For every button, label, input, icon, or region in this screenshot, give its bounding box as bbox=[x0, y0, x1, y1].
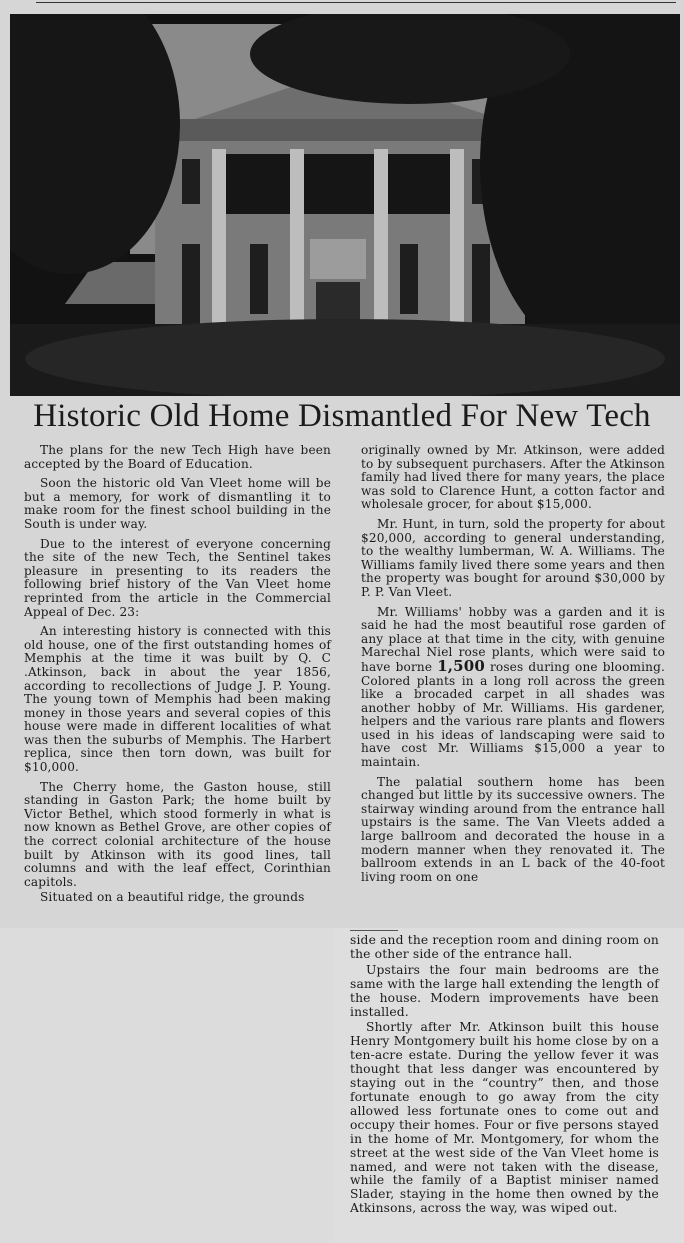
roses-count: 1,500 bbox=[437, 656, 485, 675]
continuation-column bbox=[350, 934, 659, 1218]
top-rule-divider bbox=[36, 2, 676, 3]
paragraph: Mr. Hunt, in turn, sold the property for about $20,000, according to general understanding, to the wealthy lumberman, W. A. Williams. The Williams family lived there some years and then the property was bought for around $30,000 by P. P. Van Vleet. bbox=[361, 516, 665, 599]
right-column bbox=[361, 444, 665, 890]
paragraph: The palatial southern home has been changed but little by its successive owners. The stairway winding around from the entrance hall upstairs is the same. The Van Vleets added a large ballroom and decorated the house in a modern manner when they renovated it. The ballroom extends in an L back of the 40-foot living room on one bbox=[361, 774, 665, 884]
paragraph: Due to the interest of everyone concerning the site of the new Tech, the Sentinel takes pleasure in presenting to its readers the following brief history of the Van Vleet home reprinted from the article in the Commercial Appeal of Dec. 23: bbox=[24, 536, 331, 619]
paragraph: Upstairs the four main bedrooms are the same with the large hall extending the length of the house. Modern improvements have been installed. bbox=[350, 962, 659, 1019]
garden-paragraph bbox=[361, 606, 665, 770]
paragraph: Soon the historic old Van Vleet home will be but a memory, for work of dismantling it to make room for the finest school building in the South is under way. bbox=[24, 476, 331, 531]
paragraph: side and the reception room and dining room on the other side of the entrance hall. bbox=[350, 933, 659, 961]
paragraph: Shortly after Mr. Atkinson built this house Henry Montgomery built his home close by on a ten-acre estate. During the yellow fever it was thought that less danger was encountered by staying out in the “country” then, and those fortunate enough to go away from the city allowed less fortunate ones to come out and occupy their homes. Four or five persons stayed in the home of Mr. Montgomery, for whom the street at the west side of the Van Vleet home is named, and were not taken with the disease, while the family of a Baptist miniser named Slader, staying in the home then owned by the Atkinsons, across the way, was wiped out. bbox=[350, 1020, 659, 1216]
house-photo-illustration bbox=[10, 14, 680, 396]
paragraph: Situated on a beautiful ridge, the grounds bbox=[40, 890, 305, 905]
article-headline: Historic Old Home Dismantled For New Tech bbox=[33, 398, 651, 434]
garden-text-after: roses during one blooming. Colored plants in a long roll across the green like a brocaded carpet in all shades was another hobby of Mr. Williams. His gardener, helpers and the various rare plants and flowers used in his ideas of landscaping were said to have cost Mr. Williams $15,000 a year to maintain. bbox=[361, 659, 665, 770]
paragraph: originally owned by Mr. Atkinson, were added to by subsequent purchasers. After the Atkinson family had lived there for many years, the place was sold to Clarence Hunt, a cotton factor and wholesale grocer, for about $15,000. bbox=[361, 443, 665, 512]
continuation-rule bbox=[350, 930, 398, 931]
paragraph: An interesting history is connected with this old house, one of the first outstanding homes of Memphis at the time it was built by Q. C .Atkinson, back in about the year 1856, according to recollections of Judge J. P. Young. The young town of Memphis had been making money in those years and several copies of this house were made in different localities of what was then the suburbs of Memphis. The Harbert replica, since then torn down, was built for $10,000. bbox=[24, 624, 331, 775]
paragraph: The Cherry home, the Gaston house, still standing in Gaston Park; the home built by Victor Bethel, which stood formerly in what is now known as Bethel Grove, are other copies of the correct colonial architecture of the house built by Atkinson with its good lines, tall columns and with the leaf effect, Corinthian capitols. bbox=[24, 779, 331, 889]
left-column bbox=[24, 444, 331, 911]
paragraph: The plans for the new Tech High have been accepted by the Board of Education. bbox=[24, 443, 331, 471]
house-photograph bbox=[10, 14, 680, 396]
garden-text-before: Mr. Williams' hobby was a garden and it is said he had the most beautiful rose garden of any place at that time in the city, with genuine Marechal Niel rose plants, which were said to have borne bbox=[361, 604, 665, 674]
